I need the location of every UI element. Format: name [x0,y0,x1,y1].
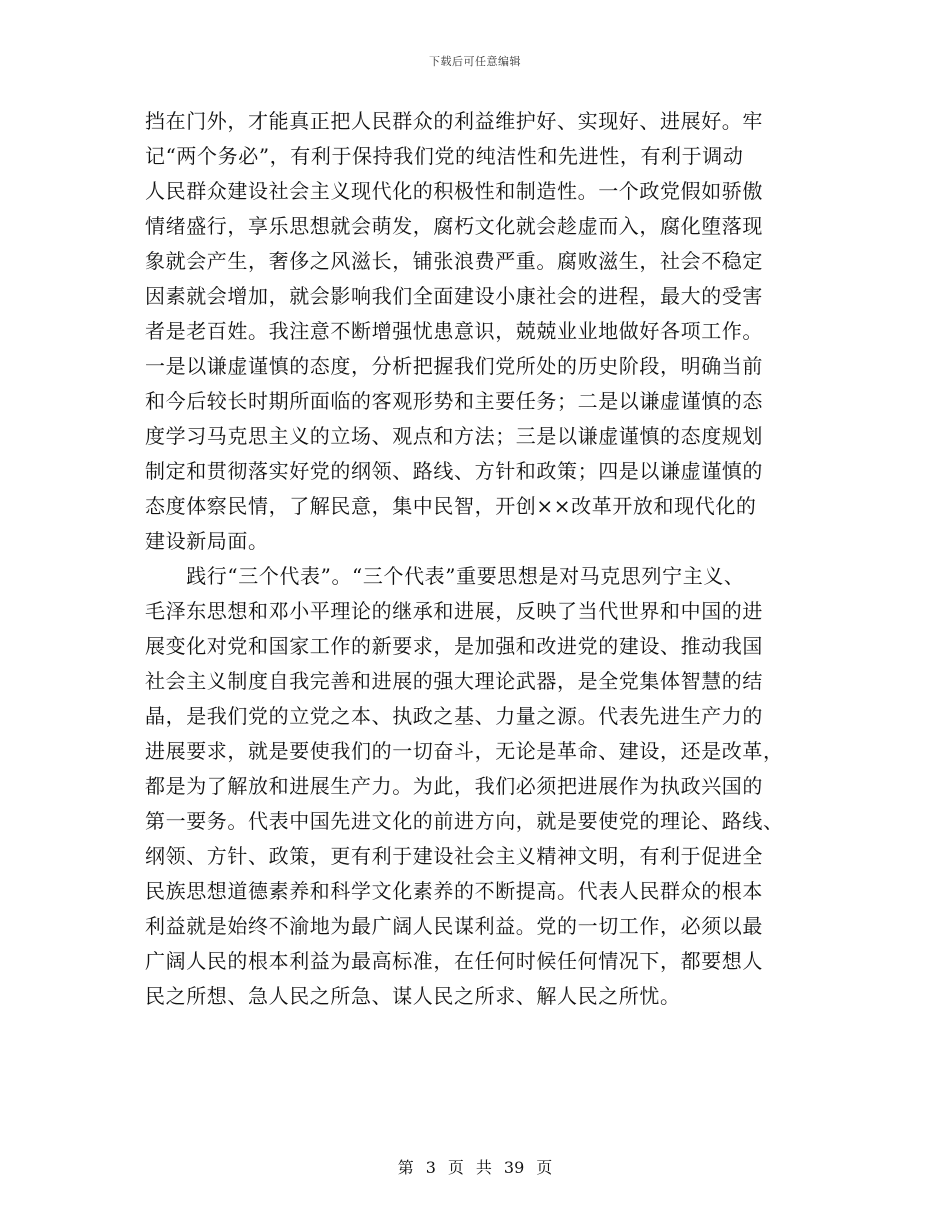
current-page-number: 3 [425,1158,436,1177]
document-body [145,104,825,1014]
body-line: 和今后较长时期所面临的客观形势和主要任务；二是以谦虚谨慎的态 [145,389,763,413]
total-pages-number: 39 [503,1158,525,1177]
body-line: 广阔人民的根本利益为最高标准，在任何时候任何情况下，都要想人 [145,949,763,973]
page-header-note: 下载后可任意编辑 [429,55,521,68]
body-line: 记“两个务必”，有利于保持我们党的纯洁性和先进性，有利于调动 [145,144,744,168]
body-line: 利益就是始终不渝地为最广阔人民谋利益。党的一切工作，必须以最 [145,914,763,938]
body-line: 象就会产生，奢侈之风滋长，铺张浪费严重。腐败滋生，社会不稳定 [145,249,763,273]
body-line: 毛泽东思想和邓小平理论的继承和进展，反映了当代世界和中国的进 [145,599,763,623]
body-line: 民族思想道德素养和科学文化素养的不断提高。代表人民群众的根本 [145,879,763,903]
body-line: 纲领、方针、政策，更有利于建设社会主义精神文明，有利于促进全 [145,844,763,868]
body-line: 挡在门外，才能真正把人民群众的利益维护好、实现好、进展好。牢 [145,109,763,133]
body-line: 建设新局面。 [145,529,269,553]
body-line: 民之所想、急人民之所急、谋人民之所求、解人民之所忧。 [145,984,681,1008]
body-line: 第一要务。代表中国先进文化的前进方向，就是要使党的理论、路线、 [145,809,784,833]
body-line: 晶，是我们党的立党之本、执政之基、力量之源。代表先进生产力的 [145,704,763,728]
body-line: 都是为了解放和进展生产力。为此，我们必须把进展作为执政兴国的 [145,774,763,798]
body-line: 度学习马克思主义的立场、观点和方法；三是以谦虚谨慎的态度规划 [145,424,763,448]
body-line: 进展要求，就是要使我们的一切奋斗，无论是革命、建设，还是改革， [145,739,784,763]
footer-prefix: 第 [397,1158,414,1177]
page-number-footer [0,1155,950,1178]
body-line: 制定和贯彻落实好党的纲领、路线、方针和政策；四是以谦虚谨慎的 [145,459,763,483]
body-line: 践行“三个代表”。“三个代表”重要思想是对马克思列宁主义、 [145,564,745,588]
body-line: 人民群众建设社会主义现代化的积极性和制造性。一个政党假如骄傲 [145,179,763,203]
footer-suffix: 页 [536,1158,553,1177]
footer-page-word: 页 [447,1158,464,1177]
footer-total-word: 共 [475,1158,492,1177]
body-line: 情绪盛行，享乐思想就会萌发，腐朽文化就会趁虚而入，腐化堕落现 [145,214,763,238]
body-line: 展变化对党和国家工作的新要求，是加强和改进党的建设、推动我国 [145,634,763,658]
body-line: 态度体察民情，了解民意，集中民智，开创××改革开放和现代化的 [145,494,757,518]
body-line: 因素就会增加，就会影响我们全面建设小康社会的进程，最大的受害 [145,284,763,308]
body-line: 社会主义制度自我完善和进展的强大理论武器，是全党集体智慧的结 [145,669,763,693]
body-line: 者是老百姓。我注意不断增强忧患意识，兢兢业业地做好各项工作。 [145,319,763,343]
body-line: 一是以谦虚谨慎的态度，分析把握我们党所处的历史阶段，明确当前 [145,354,763,378]
